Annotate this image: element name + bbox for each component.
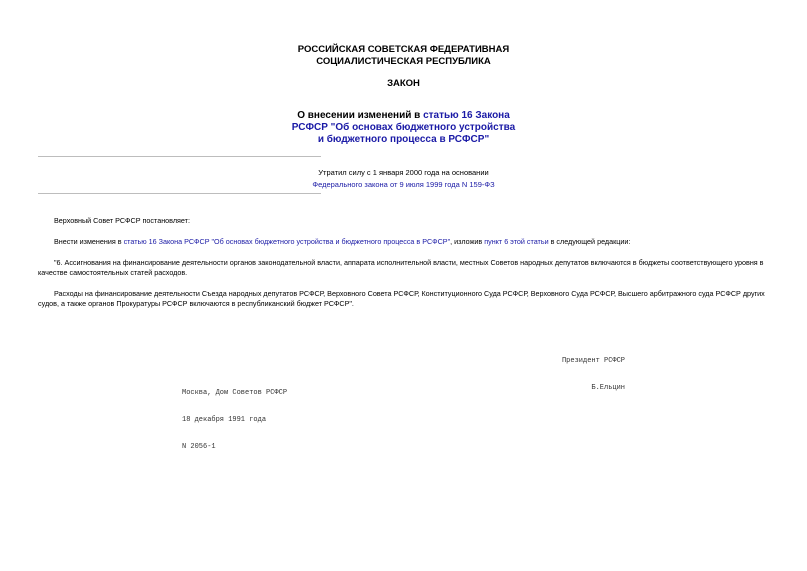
signature-name: Б.Ельцин <box>591 384 625 392</box>
title-link-line-3[interactable]: и бюджетного процесса в РСФСР" <box>317 134 490 145</box>
signature-block <box>562 339 625 402</box>
place-date-block <box>182 371 287 461</box>
document-header <box>0 44 807 68</box>
title-prefix: О внесении изменений в <box>297 110 424 121</box>
header-line-2: СОЦИАЛИСТИЧЕСКАЯ РЕСПУБЛИКА <box>316 56 491 67</box>
divider-bottom <box>38 193 321 194</box>
validity-link[interactable]: Федерального закона от 9 июля 1999 года N 159-ФЗ <box>312 180 495 189</box>
paragraph-preamble: Верховный Совет РСФСР постановляет: <box>54 216 190 225</box>
law-heading: ЗАКОН <box>387 78 420 89</box>
amendment-prefix: Внести изменения в <box>54 237 124 246</box>
validity-text: Утратил силу с 1 января 2000 года на основании <box>318 168 489 177</box>
validity-status <box>250 167 557 191</box>
amendment-link-article[interactable]: статью 16 Закона РСФСР "Об основах бюджетного устройства и бюджетного процесса в РСФСР" <box>123 237 451 246</box>
title-link-line-2[interactable]: РСФСР "Об основах бюджетного устройства <box>291 122 516 133</box>
paragraph-point-6: "6. Ассигнования на финансирование деятельности органов законодательной власти, аппарата исполнительной власти, местных Советов народных депутатов включаются в бюджеты соответствующего уровня в качестве самостоятельных статей расходов. <box>38 258 764 277</box>
divider-top <box>38 156 321 157</box>
title-link-article[interactable]: статью 16 Закона <box>423 110 510 121</box>
place-line: Москва, Дом Советов РСФСР <box>182 389 288 397</box>
amendment-mid: , изложив <box>450 237 485 246</box>
amendment-suffix: в следующей редакции: <box>548 237 631 246</box>
number-line: N 2056-1 <box>182 443 216 451</box>
date-line: 18 декабря 1991 года <box>182 416 267 424</box>
document-title <box>0 110 807 146</box>
paragraph-expenses: Расходы на финансирование деятельности Съезда народных депутатов РСФСР, Верховного Совета РСФСР, Конституционного Суда РСФСР, Верховного Суда РСФСР, Высшего арбитражного суда РСФСР других судов, а также органов Прокуратуры РСФСР включаются в республиканский бюджет РСФСР". <box>38 289 765 308</box>
amendment-link-point[interactable]: пункт 6 этой статьи <box>484 237 549 246</box>
paragraph-amendment <box>38 237 778 247</box>
signature-title: Президент РСФСР <box>561 357 625 365</box>
header-line-1: РОССИЙСКАЯ СОВЕТСКАЯ ФЕДЕРАТИВНАЯ <box>297 44 510 55</box>
